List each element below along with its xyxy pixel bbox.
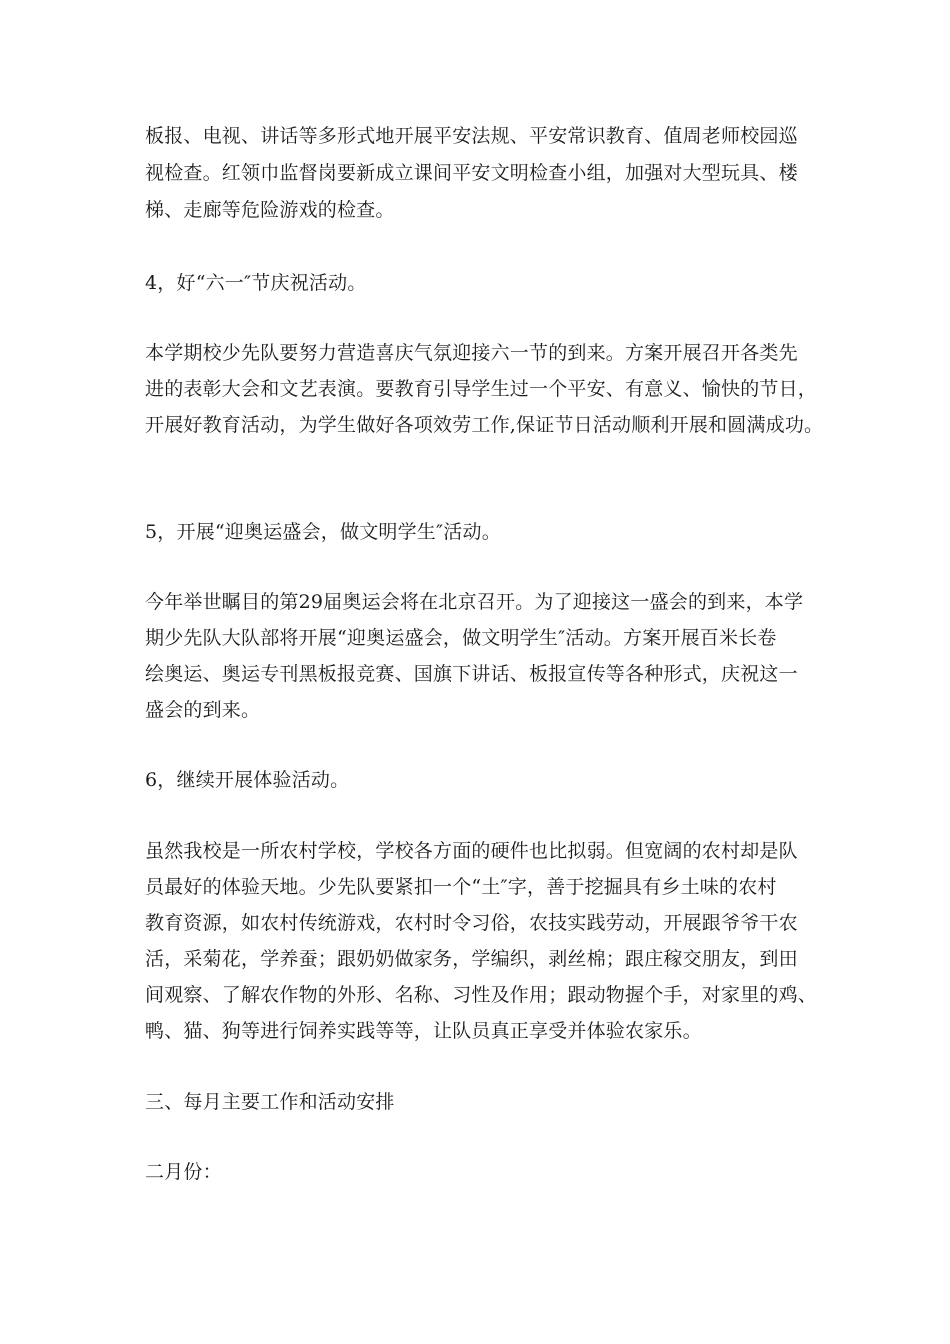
paragraph-line: 期少先队大队部将开展“迎奥运盛会，做文明学生″活动。方案开展百米长卷: [145, 627, 777, 649]
paragraph-line: 进的表彰大会和文艺表演。要教育引导学生过一个平安、有意义、愉快的节日，: [145, 378, 818, 400]
paragraph-line: 盛会的到来。: [145, 699, 261, 721]
paragraph-line: 鸭、猫、狗等进行饲养实践等等，让队员真正享受并体验农家乐。: [145, 1020, 702, 1042]
paragraph-line: 绘奥运、奥运专刊黑板报竞赛、国旗下讲话、板报宣传等各种形式，庆祝这一: [145, 663, 798, 685]
paragraph-line: 开展好教育活动，为学生做好各项效劳工作,保证节日活动顺利开展和圆满成功。: [145, 414, 824, 436]
section-heading: 4，好“六一″节庆祝活动。: [145, 272, 367, 294]
paragraph-line: 梯、走廊等危险游戏的检查。: [145, 199, 395, 221]
paragraph-line: 虽然我校是一所农村学校，学校各方面的硬件也比拟弱。但宽阔的农村却是队: [145, 840, 798, 862]
paragraph-line: 视检查。红领巾监督岗要新成立课间平安文明检查小组，加强对大型玩具、楼: [145, 162, 798, 184]
paragraph-line: 板报、电视、讲话等多形式地开展平安法规、平安常识教育、值周老师校园巡: [145, 125, 798, 147]
paragraph-line: 教育资源，如农村传统游戏，农村时令习俗，农技实践劳动，开展跟爷爷干农: [145, 912, 798, 934]
paragraph-line: 今年举世瞩目的第29届奥运会将在北京召开。为了迎接这一盛会的到来，本学: [145, 591, 804, 613]
section-heading: 5，开展“迎奥运盛会，做文明学生″活动。: [145, 521, 501, 543]
paragraph-line: 间观察、了解农作物的外形、名称、习性及作用；跟动物握个手，对家里的鸡、: [145, 984, 818, 1006]
paragraph-line: 本学期校少先队要努力营造喜庆气氛迎接六一节的到来。方案开展召开各类先: [145, 342, 798, 364]
section-heading: 二月份：: [145, 1161, 222, 1183]
section-heading: 三、每月主要工作和活动安排: [145, 1091, 395, 1113]
section-heading: 6，继续开展体验活动。: [145, 769, 350, 791]
paragraph-line: 活，采菊花，学养蚕；跟奶奶做家务，学编织，剥丝棉；跟庄稼交朋友，到田: [145, 948, 798, 970]
paragraph-line: 员最好的体验天地。少先队要紧扣一个“土″字，善于挖掘具有乡土味的农村: [145, 876, 777, 898]
